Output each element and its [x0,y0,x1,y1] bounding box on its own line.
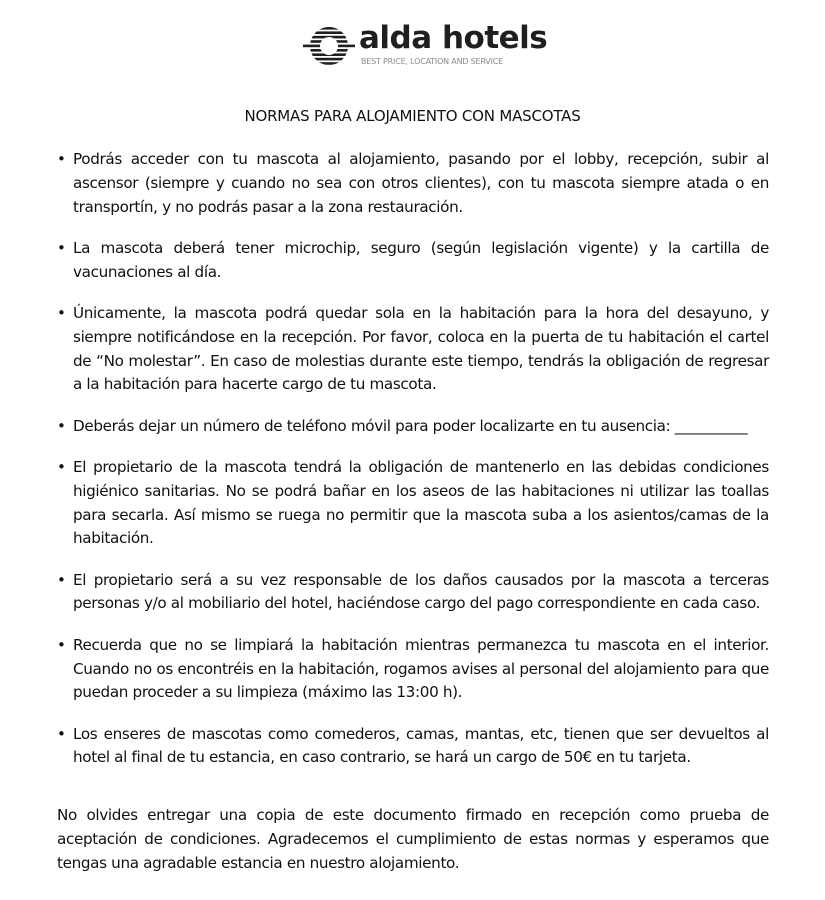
bullet-icon: • [57,457,66,476]
closing-paragraph: No olvides entregar una copia de este documento firmado en recepción como prueba de aceptación de condiciones. Agradecemos el cumplimiento de estas normas y esperamos que tengas una agradable estancia en nuestro alojamiento. [57,806,769,872]
bullet-icon: • [57,724,66,743]
bullet-icon: • [57,570,66,589]
brand-tagline: BEST PRICE, LOCATION AND SERVICE [361,57,503,66]
rule-text: Los enseres de mascotas como comederos, camas, mantas, etc, tienen que ser devueltos al hotel al final de tu estancia, en caso contrario, se hará un cargo de 50€ en tu tarjeta. [73,724,769,767]
rule-item-cleaning [57,634,769,705]
rules-list [57,148,769,788]
bullet-icon: • [57,303,66,322]
bullet-icon: • [57,416,66,435]
rule-text: La mascota deberá tener microchip, seguro (según legislación vigente) y la cartilla de vacunaciones al día. [73,238,769,281]
bullet-icon: • [57,150,66,168]
bullet-icon: • [57,238,66,257]
rule-item-access [57,148,769,219]
alda-striped-logo-icon [303,26,355,66]
rule-item-hygiene [57,456,769,551]
rule-item-belongings [57,723,769,771]
rule-text: El propietario de la mascota tendrá la obligación de mantenerlo en las debidas condiciones higiénico sanitarias. No se podrá bañar en los aseos de las habitaciones ni utilizar las toallas para secarla. Así mismo se ruega no permitir que la mascota suba a los asientos/camas de la habitación. [73,457,769,548]
rule-item-alone-in-room [57,302,769,397]
rule-text: El propietario será a su vez responsable de los daños causados por la mascota a terceras personas y/o al mobiliario del hotel, haciéndose cargo del pago correspondiente en cada caso. [73,570,769,613]
document-title: NORMAS PARA ALOJAMIENTO CON MASCOTAS [244,107,581,125]
brand-name: alda hotels [359,20,548,56]
rule-item-microchip [57,237,769,285]
brand-logo [303,20,548,74]
rule-item-damages [57,569,769,617]
rule-text: Únicamente, la mascota podrá quedar sola en la habitación para la hora del desayuno, y siempre notificándose en la recepción. Por favor, coloca en la puerta de tu habitación el cartel de “No molestar”. En caso de molestias durante este tiempo, tendrás la obligación de regresar a la habitación para hacerte cargo de tu mascota. [73,303,769,394]
rule-item-phone [57,415,769,439]
rule-text: Podrás acceder con tu mascota al alojamiento, pasando por el lobby, recepción, subir al ascensor (siempre y cuando no sea con otros clientes), con tu mascota siempre atada o en transportín, y no podrás pasar a la zona restauración. [73,150,769,216]
rule-text: Recuerda que no se limpiará la habitación mientras permanezca tu mascota en el interior. Cuando no os encontréis en la habitación, rogamos avises al personal del alojamiento para que puedan proceder a su limpieza (máximo las 13:00 h). [73,635,769,702]
rule-text: Deberás dejar un número de teléfono móvil para poder localizarte en tu ausencia: __________ [73,416,748,435]
bullet-icon: • [57,635,66,654]
